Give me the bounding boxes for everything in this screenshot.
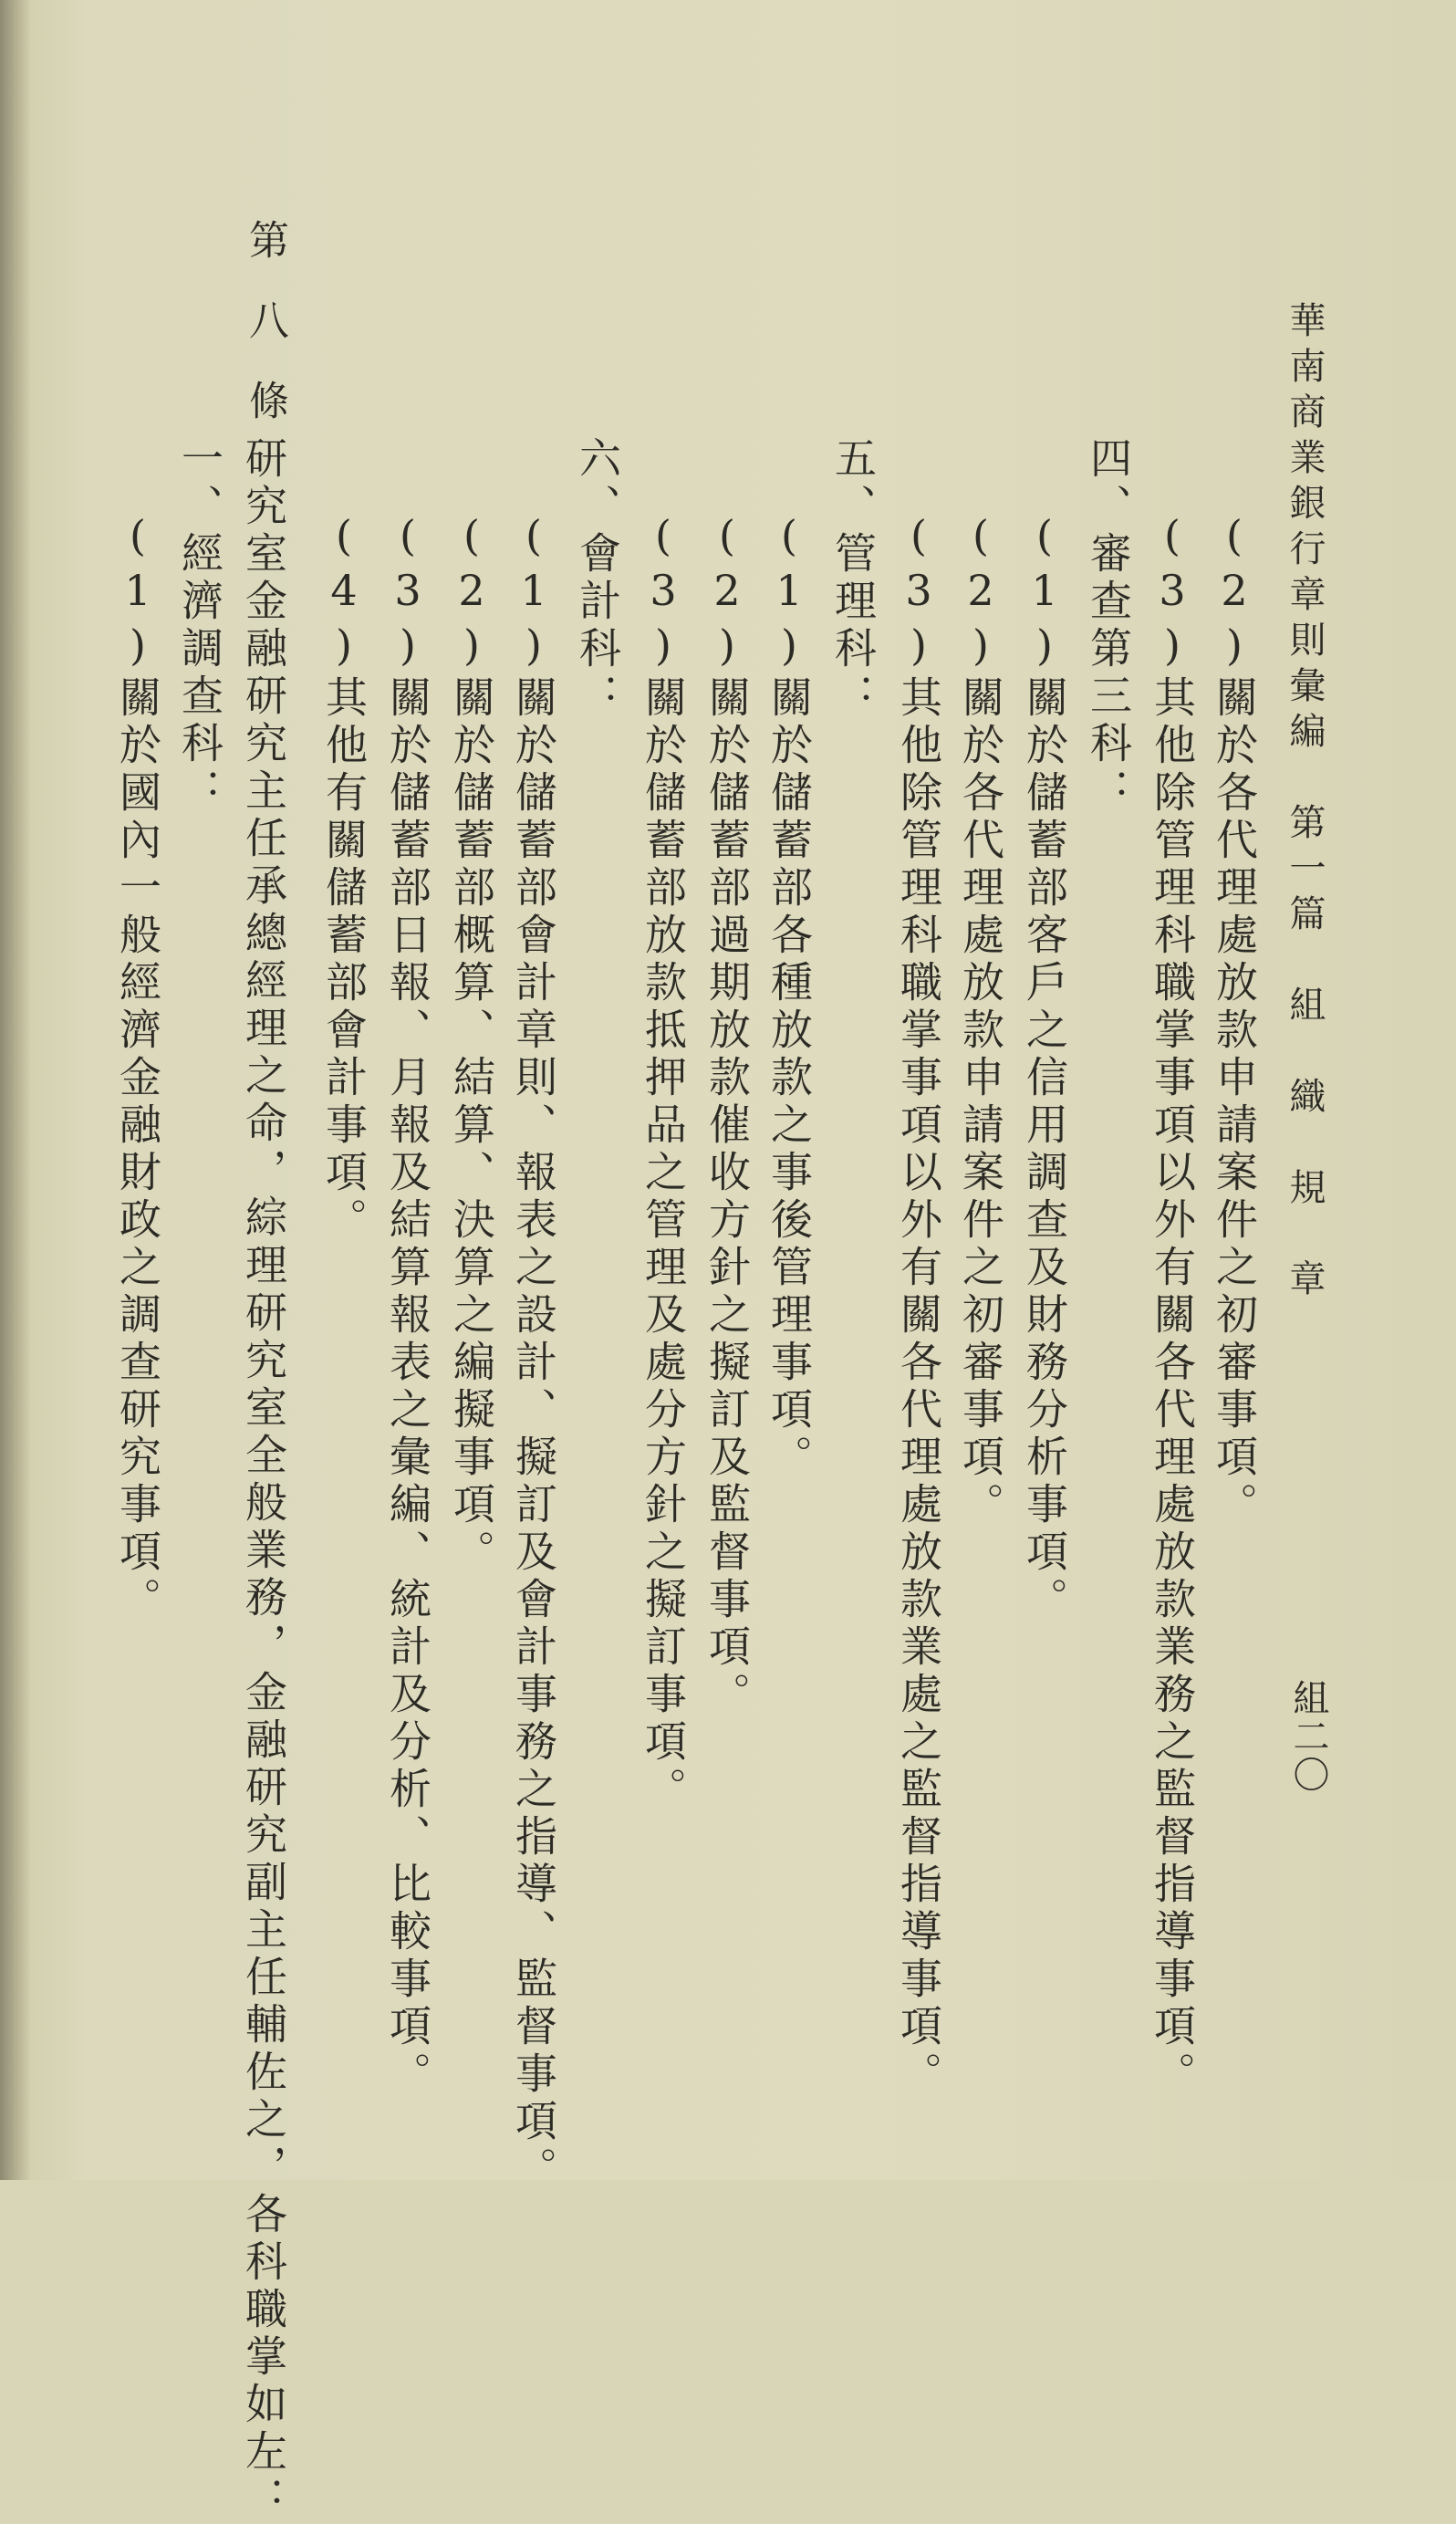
page-number: 組二〇 [1287, 1679, 1329, 1794]
section-heading-6: 六、會計科： [573, 436, 622, 721]
text-column-2: (3)其他除管理科職掌事項以外有關各代理處放款業務之監督指導事項。 [1148, 511, 1197, 2099]
section-heading-5: 五、管理科： [828, 436, 878, 721]
text-column-8: (1)關於儲蓄部各種放款之事後管理事項。 [764, 511, 814, 1482]
text-column-4: (1)關於儲蓄部客戶之信用調查及財務分析事項。 [1020, 511, 1069, 1624]
text-column-14: (3)關於儲蓄部日報、月報及結算報表之彙編、統計及分析、比較事項。 [383, 511, 432, 2099]
text-column-9: (2)關於儲蓄部過期放款催收方針之擬訂及監督事項。 [702, 511, 752, 1719]
text-column-12: (1)關於儲蓄部會計章則、報表之設計、擬訂及會計事務之指導、監督事項。 [509, 511, 558, 2194]
text-column-10: (3)關於儲蓄部放款抵押品之管理及處分方針之擬訂事項。 [639, 511, 688, 1814]
section-heading-economic: 一、經濟調查科： [175, 436, 224, 816]
text-column-1: (2)關於各代理處放款申請案件之初審事項。 [1210, 511, 1259, 1529]
text-column-economic-1: (1)關於國內一般經濟金融財政之調查研究事項。 [113, 511, 162, 1624]
running-title: 華南商業銀行章則彙編 第一篇 組 織 規 章 [1284, 301, 1326, 1305]
text-column-15: (4)其他有關儲蓄部會計事項。 [319, 511, 369, 1245]
text-column-6: (3)其他除管理科職掌事項以外有關各代理處放款業處之監督指導事項。 [894, 511, 943, 2099]
article-label: 第八條 [242, 219, 288, 460]
article-text: 研究室金融研究主任承總經理之命，綜理研究室全般業務，金融研究副主任輔佐之，各科職掌如左： [239, 436, 288, 2524]
text-column-13: (2)關於儲蓄部概算、結算、決算之編擬事項。 [447, 511, 496, 1577]
text-column-5: (2)關於各代理處放款申請案件之初審事項。 [956, 511, 1005, 1529]
section-heading-4: 四、審查第三科： [1084, 436, 1133, 816]
page-binding-edge [0, 0, 31, 2180]
